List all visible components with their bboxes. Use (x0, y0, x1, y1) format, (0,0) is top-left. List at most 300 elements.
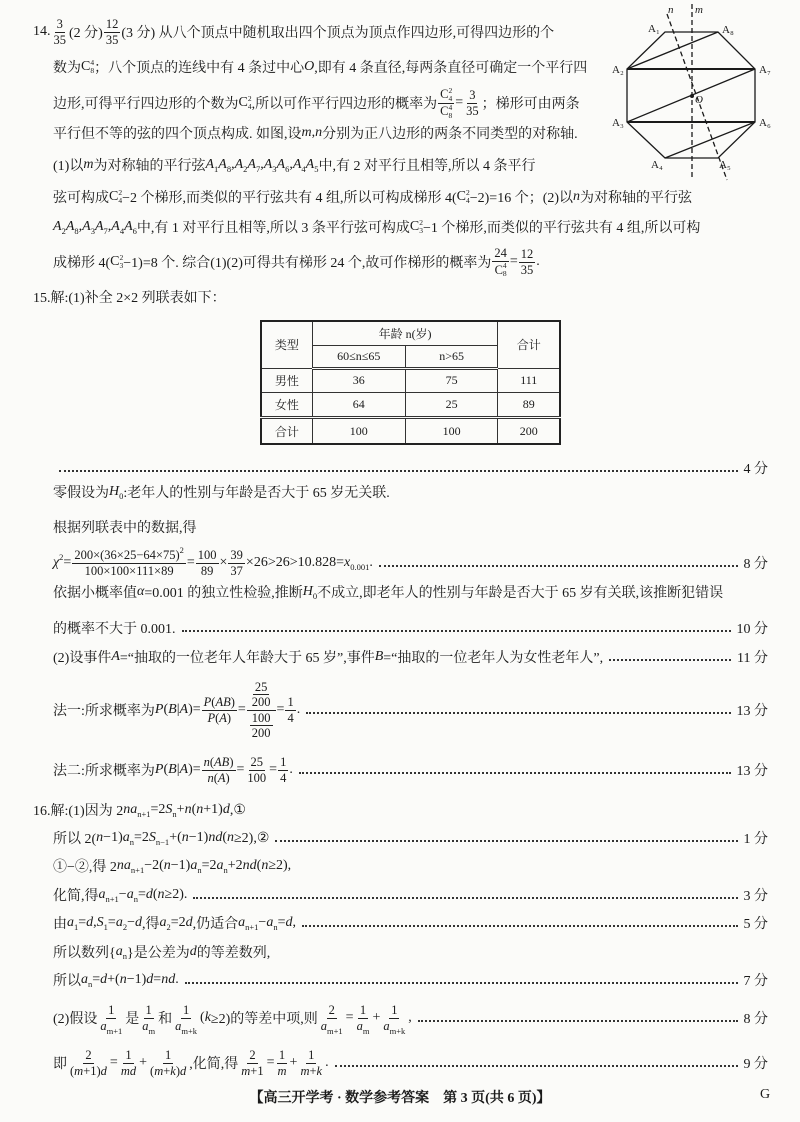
math-variable: A (111, 649, 120, 664)
line-content (53, 545, 373, 578)
subscript: 8 (74, 226, 79, 236)
text-run: 化简,得 (53, 889, 99, 904)
math-variable: a (130, 802, 138, 817)
text-run: =2 (150, 802, 166, 817)
text-run: ≥2),② (233, 830, 270, 846)
fraction (68, 1048, 109, 1078)
text-run: = (92, 972, 101, 987)
denominator (276, 1064, 289, 1078)
combination-n: 3 (419, 226, 423, 235)
table-row-female (261, 393, 560, 418)
combination-symbol: C (440, 87, 449, 102)
math-variable: nd (161, 972, 176, 987)
numerator (181, 1003, 191, 1018)
combination (109, 189, 122, 205)
math-variable: x (344, 555, 351, 570)
fraction (119, 1048, 138, 1078)
text-run: = (78, 915, 87, 930)
text-run: ,仍适合 (192, 917, 239, 932)
header-total: 合计 (498, 321, 560, 368)
text-run: +1) (83, 1063, 101, 1078)
subscript: 7 (103, 226, 108, 236)
math-variable: k (204, 1010, 211, 1025)
line-content (33, 17, 554, 47)
text-run: 100 (251, 710, 271, 725)
line-content (53, 482, 390, 502)
chi-square-line (53, 545, 768, 578)
denominator (199, 564, 216, 578)
line-content (53, 618, 176, 638)
label-o: O (695, 94, 703, 106)
denominator (319, 1018, 345, 1036)
text-run: )= (188, 702, 201, 717)
subscript: 3 (272, 164, 277, 174)
math-variable: n (196, 802, 204, 817)
fraction (285, 695, 295, 725)
text-run: (2 分) (69, 26, 103, 41)
text-run: (2)假设 (53, 1012, 98, 1027)
text-run: 数为 (53, 61, 81, 76)
denominator (245, 771, 268, 785)
text-run: =0.001 的独立性检验,推断 (144, 586, 303, 601)
text-run: 中,有 1 对平行且相等,所以 3 条平行弦可构成 (136, 221, 410, 236)
math-variable: m (300, 1063, 310, 1078)
denominator (250, 726, 273, 740)
math-variable: n (207, 770, 214, 785)
text-run: ；梯形可由两条 (481, 97, 580, 112)
label-a3: A₃ (612, 117, 624, 129)
math-variable: d (146, 972, 154, 987)
text-run: + (289, 1055, 298, 1070)
label-a6: A₆ (759, 117, 771, 129)
q14-line-3 (53, 85, 605, 120)
text-run: 的等差数列, (196, 946, 271, 961)
dotted-leader (299, 772, 731, 774)
score-label: 4 分 (743, 462, 768, 477)
text-run: 所以 2( (53, 832, 97, 847)
text-run: = (153, 972, 162, 987)
math-variable: m (241, 1063, 251, 1078)
combination-symbol: C (440, 104, 449, 119)
text-run: 1 (308, 1048, 315, 1063)
text-run: = (455, 95, 464, 110)
denominator (493, 262, 509, 278)
math-variable: m (83, 157, 94, 172)
combination (81, 59, 94, 75)
math-variable: A (205, 157, 215, 172)
text-run: }是公差为 (126, 946, 190, 961)
subscript: n (223, 865, 228, 875)
text-run: 25 (250, 755, 264, 770)
fraction (196, 548, 219, 578)
label-m: m (695, 4, 703, 16)
math-variable: a (356, 1018, 363, 1033)
text-run: ,化简,得 (189, 1057, 239, 1072)
math-variable: d (100, 972, 108, 987)
subscript: n (197, 865, 202, 875)
text-run: 4 (287, 710, 294, 725)
text-run: + (309, 1063, 317, 1078)
text-run: 1 (359, 1003, 367, 1018)
combination-symbol: C (109, 189, 119, 204)
line-content (53, 856, 291, 876)
table-cell: 200 (498, 418, 560, 444)
numerator (123, 1048, 133, 1063)
text-run: −1) (170, 858, 191, 873)
numerator (327, 1003, 337, 1018)
fraction (245, 755, 268, 785)
combination-symbol: C (456, 189, 466, 204)
math-variable: H (109, 484, 120, 499)
text-run: 1 (125, 1048, 132, 1063)
math-variable: A (124, 219, 133, 234)
text-run: = (277, 915, 286, 930)
math-variable: AB (215, 695, 231, 710)
fraction (519, 247, 536, 277)
math-variable: a (159, 915, 167, 930)
subscript: 0.001 (350, 562, 370, 572)
line-content (53, 57, 587, 77)
fraction (98, 1003, 124, 1036)
subscript: n+1 (245, 922, 259, 932)
header-age-60-65: 60≤n≤65 (312, 346, 405, 369)
text-run: = (237, 702, 246, 717)
text-run: , (408, 1010, 412, 1025)
numerator (106, 1003, 116, 1018)
combination-k: 2 (419, 218, 423, 227)
subscript: 4 (301, 164, 306, 174)
numerator (253, 680, 270, 695)
page-footer: 【高三开学考 · 数学参考答案 第 3 页(共 6 页)】 (249, 1091, 551, 1106)
math-variable: a (115, 915, 123, 930)
text-run: −1)=8 个. 综合(1)(2)可得共有梯形 24 个,故可作梯形的概率为 (123, 256, 492, 271)
table-cell: 25 (405, 393, 498, 418)
combination-symbol: C (494, 262, 503, 277)
subscript: m (148, 1025, 156, 1036)
combination (440, 104, 452, 120)
numerator (467, 88, 477, 103)
q15-heading (33, 287, 768, 307)
q16-line-2 (53, 856, 768, 876)
denominator (278, 771, 288, 785)
text-run: −2( (144, 858, 164, 873)
combination-n: 8 (502, 268, 507, 278)
numerator (83, 1048, 93, 1063)
fraction (104, 17, 121, 47)
text-run: 由 (53, 917, 67, 932)
text-run: :老年人的性别与年龄是否大于 65 岁无关联. (123, 486, 390, 501)
text-run: = (186, 555, 195, 570)
subscript: 6 (132, 226, 137, 236)
text-run: =“抽取的一位老年人年龄大于 65 岁”,事件 (119, 651, 375, 666)
line-content (53, 123, 578, 143)
math-variable: a (123, 858, 131, 873)
dotted-leader (379, 565, 738, 567)
combination-k: 4 (90, 58, 95, 67)
math-variable: a (100, 1018, 107, 1033)
combination-k: 2 (118, 188, 123, 197)
denominator (52, 33, 69, 47)
text-run: 1 (145, 1003, 152, 1018)
text-run: . (369, 555, 373, 570)
table-cell: 36 (312, 368, 405, 392)
numerator (202, 755, 236, 770)
math-variable: a (142, 1018, 149, 1033)
text-run: , (289, 157, 293, 172)
combination-n: 4 (247, 102, 252, 111)
text-run: 即 (53, 1057, 67, 1072)
superscript: 2 (59, 552, 64, 562)
math-variable: m (74, 1063, 84, 1078)
label-n: n (668, 4, 674, 16)
text-run: ( (215, 710, 220, 725)
text-run: ( (256, 858, 262, 873)
math-variable: n (203, 755, 210, 770)
subscript: n+1 (105, 894, 119, 904)
denominator (381, 1018, 407, 1036)
combination (495, 262, 507, 278)
dotted-leader (335, 1065, 738, 1067)
text-run: =2 (201, 858, 217, 873)
score-label: 7 分 (743, 974, 768, 989)
method-2-line (53, 755, 768, 785)
subscript: 1 (214, 164, 219, 174)
fraction (250, 680, 273, 710)
fraction (250, 711, 273, 741)
text-run: . (325, 1055, 329, 1070)
text-run: 2 (249, 1048, 256, 1063)
numerator (278, 755, 288, 770)
text-run: ,得 (141, 917, 160, 932)
subscript: n (88, 979, 93, 989)
combination-n: 4 (448, 93, 453, 103)
text-run: 所以数列{ (53, 946, 116, 961)
math-variable: A (94, 219, 104, 234)
label-a5: A₅ (719, 159, 731, 171)
subscript: m (362, 1025, 370, 1036)
text-run: 100 (247, 770, 267, 785)
fraction (72, 545, 186, 578)
denominator (228, 564, 245, 578)
combination (239, 95, 252, 111)
denominator (464, 104, 481, 118)
math-variable: a (115, 944, 123, 959)
denominator (148, 1064, 188, 1078)
math-variable: d (180, 1063, 187, 1078)
text-run: +2 (227, 858, 243, 873)
text-run: −2)=16 个；(2)以 (469, 191, 574, 206)
line-content (53, 913, 296, 933)
text-run: 24 (494, 246, 507, 261)
text-run: ( (211, 695, 216, 710)
text-run: , (93, 915, 97, 930)
math-variable: B (374, 649, 384, 664)
line-content (53, 187, 692, 207)
numerator (358, 1003, 368, 1018)
subscript: n (122, 951, 127, 961)
line-content (53, 885, 187, 905)
subscript: 1 (74, 922, 79, 932)
math-variable: a (320, 1018, 328, 1033)
text-run: , (292, 915, 296, 930)
denominator (298, 1064, 324, 1078)
text-run: 3 (469, 88, 476, 103)
text-run: 是 (125, 1012, 140, 1027)
text-run: ≥2)的等差中项,则 (210, 1012, 318, 1027)
row-label: 合计 (261, 418, 312, 444)
q16-line-7 (53, 1003, 768, 1036)
text-run: × (219, 555, 228, 570)
text-run: ) (175, 1063, 181, 1078)
text-run: 1 (391, 1003, 398, 1018)
text-run: , (78, 219, 83, 234)
math-variable: n (163, 858, 171, 873)
math-variable: d (134, 915, 142, 930)
math-variable: A (292, 157, 302, 172)
math-variable: a (216, 858, 224, 873)
text-run: = (63, 555, 72, 570)
text-run: )= (188, 762, 201, 777)
math-variable: O (304, 59, 315, 74)
math-variable: a (126, 887, 134, 902)
data-intro-line (53, 517, 768, 537)
table-cell: 100 (312, 418, 405, 444)
text-run: ( (222, 830, 227, 845)
math-variable: A (53, 219, 62, 234)
text-run: 弦可构成 (53, 191, 109, 206)
numerator (285, 695, 295, 710)
text-run: 分别为正八边形的两条不同类型的对称轴. (322, 127, 578, 142)
dotted-leader (306, 712, 730, 714)
denominator (247, 711, 276, 741)
math-variable: A (263, 157, 273, 172)
text-run: = (269, 762, 278, 777)
text-run: ( (70, 1063, 75, 1078)
score-label: 13 分 (736, 704, 768, 719)
fraction (298, 1048, 324, 1078)
text-run: + (176, 802, 185, 817)
fraction (464, 88, 481, 118)
math-variable: A (82, 219, 91, 234)
dotted-leader (609, 659, 731, 661)
math-variable: a (383, 1018, 390, 1033)
fraction (228, 548, 245, 578)
text-run: 35 (105, 32, 119, 47)
subscript: 2 (166, 922, 171, 932)
text-run: 25 (254, 679, 268, 694)
combination-symbol: C (110, 254, 120, 269)
subscript: 6 (285, 164, 290, 174)
numerator (277, 1048, 287, 1063)
score-label: 3 分 (743, 889, 768, 904)
text-run: ( (209, 755, 215, 770)
header-age-over-65: n>65 (405, 346, 498, 369)
math-variable: nd (242, 858, 257, 873)
text-run: 2 (328, 1003, 335, 1018)
inference-line (53, 582, 768, 602)
q16-line-6 (53, 970, 768, 990)
chord-a4a6 (665, 122, 755, 158)
math-variable: m (154, 1063, 164, 1078)
text-run: 和 (158, 1012, 173, 1027)
math-variable: n (119, 972, 127, 987)
combination-n: 8 (90, 66, 95, 75)
text-run: ) (225, 770, 230, 785)
text-run: 法一:所求概率为 (53, 704, 155, 719)
text-run: −1) (188, 830, 209, 845)
table-cell: 89 (498, 393, 560, 418)
combination (440, 87, 452, 103)
math-variable: P (203, 695, 212, 710)
header-type: 类型 (261, 321, 312, 368)
text-run: +1 (250, 1063, 264, 1078)
combination (110, 254, 123, 270)
dotted-leader (275, 840, 737, 842)
fraction (276, 1048, 289, 1078)
score-line-4 (53, 458, 768, 478)
fraction (173, 1003, 199, 1036)
text-run: 1 (280, 755, 287, 770)
row-label: 男性 (261, 368, 312, 392)
text-run: 4 (280, 770, 287, 785)
text-run: ,所以可作平行四边形的概率为 (251, 97, 438, 112)
subscript: 0 (119, 491, 124, 501)
center-point (690, 94, 694, 98)
math-variable: A (179, 702, 189, 717)
combination-indices (448, 87, 452, 103)
subscript: 4 (119, 226, 125, 236)
text-run: 1 (287, 695, 294, 710)
text-run: ( (163, 762, 169, 777)
subscript: 8 (226, 164, 232, 174)
math-variable: m (277, 1063, 287, 1078)
text-run: 35 (520, 262, 534, 277)
math-variable: S (165, 802, 173, 817)
text-run: ( (152, 887, 158, 902)
text-run: 法二:所求概率为 (53, 764, 155, 779)
math-variable: d (100, 1063, 107, 1078)
numerator (72, 545, 186, 563)
text-run: ×26>26>10.828= (245, 555, 345, 570)
fraction (278, 755, 288, 785)
math-variable: A (234, 157, 244, 172)
numerator (249, 755, 266, 770)
text-run: +1) (203, 802, 223, 817)
line-content (53, 828, 269, 848)
subscript: 2 (243, 164, 248, 174)
method-1-line (53, 679, 768, 740)
math-variable: A (219, 710, 227, 725)
text-run: = (137, 887, 146, 902)
text-run: 所以 (53, 974, 81, 989)
math-variable: d (145, 887, 153, 902)
table-cell: 100 (405, 418, 498, 444)
text-run: +( (169, 830, 182, 845)
table-row-male (261, 368, 560, 392)
fraction (319, 1003, 345, 1036)
subscript: n+1 (137, 809, 151, 819)
text-run: = (509, 254, 518, 269)
numerator (389, 1003, 399, 1018)
text-run: 2 (85, 1048, 92, 1063)
combination-symbol: C (81, 59, 91, 74)
table-row-total (261, 418, 560, 444)
text-run: =2 (133, 830, 149, 845)
math-variable: A (247, 157, 256, 172)
math-variable: d (189, 944, 197, 959)
combination-symbol: C (409, 219, 420, 234)
math-variable: A (65, 219, 75, 234)
